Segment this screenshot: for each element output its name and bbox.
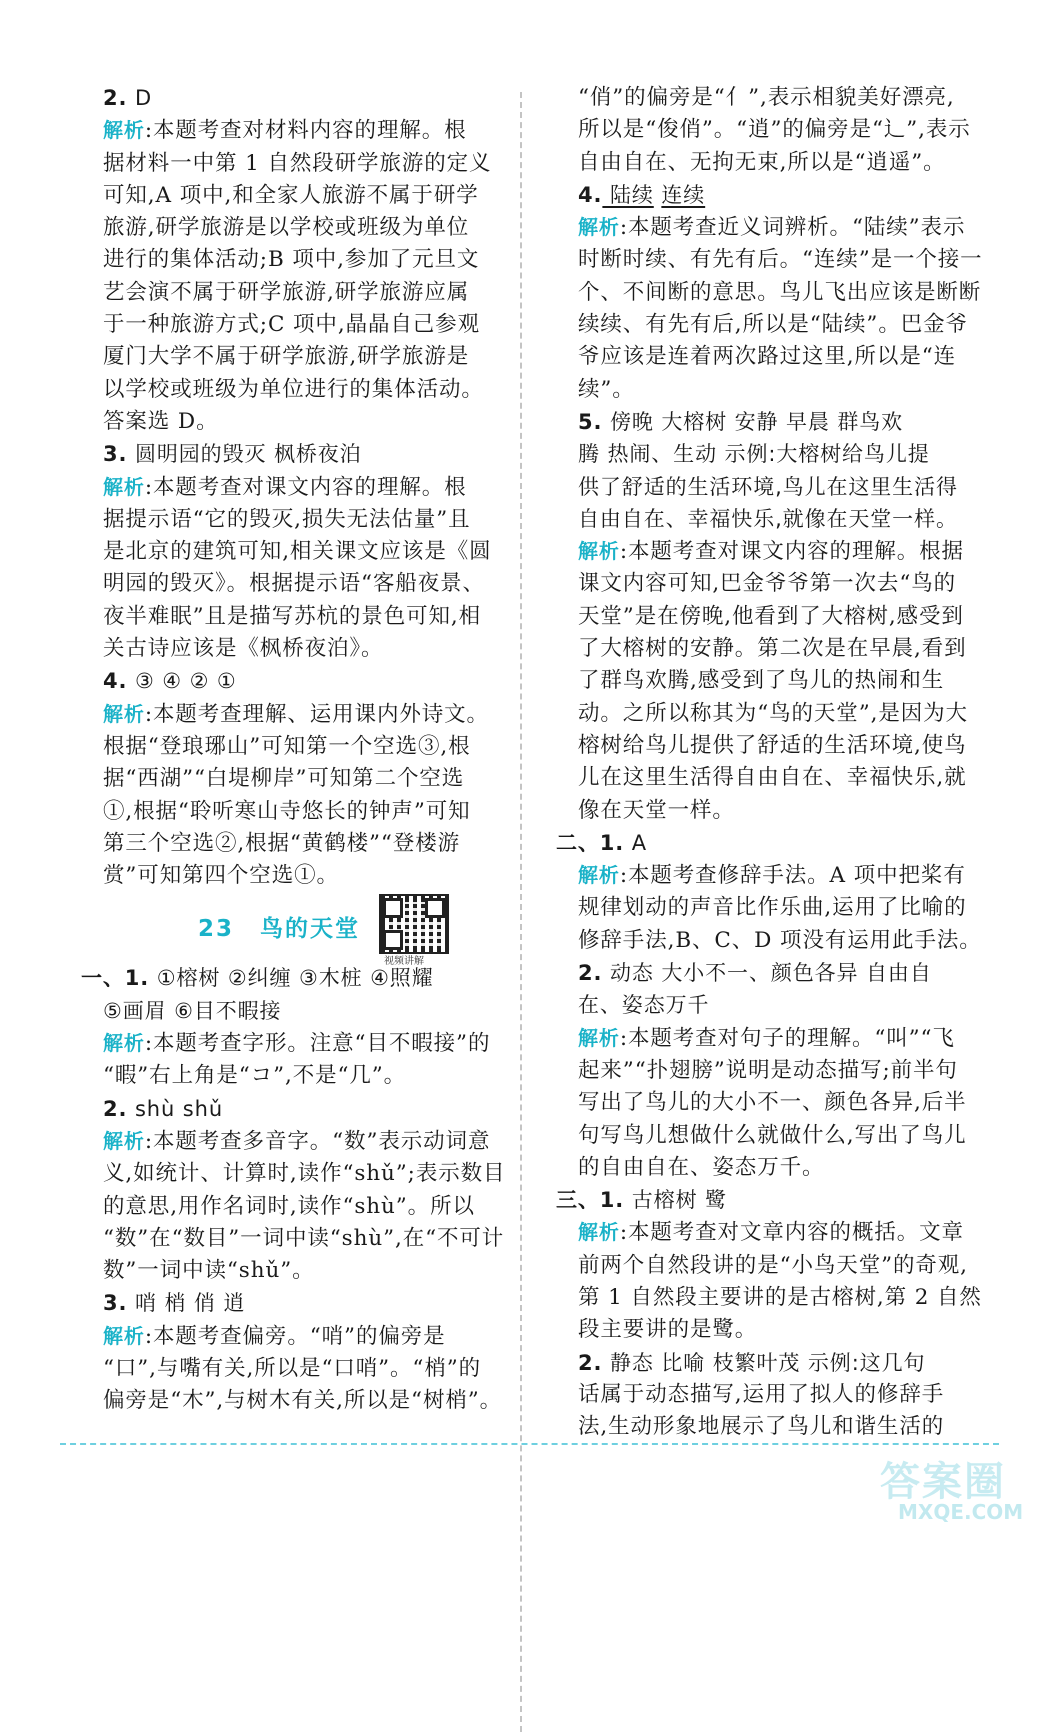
line-text: “数”在“数目”一词中读“shù”,在“不可计	[103, 1225, 505, 1251]
text-line	[578, 892, 980, 924]
line-text: 傍晚 大榕树 安静 早晨 群鸟欢	[602, 409, 904, 434]
line-text: 据“西湖”“白堤柳岸”可知第二个空选	[103, 766, 465, 792]
line-text: :本题考查对课文内容的理解。根	[144, 474, 467, 500]
line-text: 古榕树 鹭	[624, 1188, 727, 1213]
line-text: 爷应该是连着两次路过这里,所以是“连	[578, 344, 957, 370]
watermark-logo	[880, 1450, 1030, 1530]
line-text: 动态 大小不一、颜色各异 自由自	[602, 961, 932, 986]
line-text: :本题考查对课文内容的理解。根据	[619, 539, 964, 565]
line-text: 静态 比喻 枝繁叶茂 示例:这几句	[602, 1350, 926, 1375]
line-text: 儿在这里生活得自由自在、幸福快乐,就	[578, 765, 967, 791]
text-line	[578, 1152, 980, 1184]
line-text: :本题考查对材料内容的理解。根	[144, 118, 467, 144]
text-line	[578, 114, 980, 146]
answer-line	[103, 82, 503, 114]
qr-code-icon[interactable]	[379, 894, 449, 954]
line-text: 续续、有先有后,所以是“陆续”。巴金爷	[578, 312, 968, 338]
text-line	[578, 698, 980, 730]
line-text: 前两个自然段讲的是“小鸟天堂”的奇观,	[578, 1252, 968, 1278]
bottom-rule	[60, 1443, 999, 1445]
watermark-url: MXQE.COM	[898, 1500, 1024, 1524]
line-text: 了群鸟欢腾,感受到了鸟儿的热闹和生	[578, 668, 945, 694]
line-text: 所以是“俊俏”。“逍”的偏旁是“辶”,表示	[578, 117, 971, 143]
analysis-line	[103, 1027, 503, 1060]
text-line	[103, 828, 503, 860]
text-line	[578, 309, 980, 341]
text-line	[103, 763, 503, 795]
text-line	[103, 1353, 503, 1385]
answer-line	[103, 665, 503, 697]
line-text: 腾 热闹、生动 示例:大榕树给鸟儿提	[578, 442, 930, 467]
line-text: 据材料一中第 1 自然段研学旅游的定义	[103, 150, 492, 176]
analysis-line	[103, 114, 503, 147]
line-text: shù shǔ	[127, 1096, 224, 1121]
text-line	[103, 796, 503, 828]
text-line	[578, 341, 980, 373]
line-text: 天堂”是在傍晚,他看到了大榕树,感受到	[578, 603, 964, 629]
text-line	[578, 665, 980, 697]
line-text: :本题考查字形。注意“目不暇接”的	[144, 1031, 491, 1057]
line-text: 供了舒适的生活环境,鸟儿在这里生活得	[578, 474, 958, 499]
question-number: 2.	[103, 1096, 128, 1121]
answer-line	[103, 995, 503, 1027]
analysis-tag: 解析	[578, 863, 620, 888]
line-text: 动。之所以称其为“鸟的天堂”,是因为大	[578, 700, 968, 726]
left-lines-block	[103, 82, 503, 892]
line-text: 起来”“扑翅膀”说明是动态描写;前半句	[578, 1057, 958, 1083]
text-line	[103, 1255, 503, 1287]
question-number: 一、1.	[81, 966, 150, 991]
text-line	[103, 244, 503, 276]
line-text: 法,生动形象地展示了鸟儿和谐生活的	[578, 1414, 945, 1440]
question-number: 2.	[103, 86, 128, 110]
answer-line	[103, 1093, 503, 1125]
analysis-line	[103, 1320, 503, 1353]
analysis-tag: 解析	[103, 474, 145, 499]
line-text: 的意思,用作名词时,读作“shù”。所以	[103, 1193, 475, 1219]
analysis-tag: 解析	[103, 1128, 145, 1153]
line-text: 义,如统计、计算时,读作“shǔ”;表示数目	[103, 1161, 506, 1187]
answer-line	[578, 438, 980, 470]
line-text: 数”一词中读“shǔ”。	[103, 1258, 315, 1284]
line-text: 在、姿态万千	[578, 993, 710, 1018]
line-text: 答案选 D。	[103, 408, 219, 434]
line-text: 以学校或班级为单位进行的集体活动。	[103, 376, 484, 402]
line-text: :本题考查多音字。“数”表示动词意	[144, 1128, 491, 1154]
analysis-line	[103, 698, 503, 731]
line-text: 话属于动态描写,运用了拟人的修辞手	[578, 1381, 945, 1407]
text-line	[103, 374, 503, 406]
line-text: 夜半难眠”且是描写苏杭的景色可知,相	[103, 603, 482, 629]
line-text: 于一种旅游方式;C 项中,晶晶自己参观	[103, 312, 480, 338]
text-line	[578, 374, 980, 406]
line-text: 自由自在、幸福快乐,就像在天堂一样。	[578, 506, 958, 531]
text-line	[578, 1314, 980, 1346]
text-line	[578, 762, 980, 794]
column-divider	[520, 92, 522, 1732]
line-text: ⑤画眉 ⑥目不暇接	[103, 998, 282, 1023]
text-line	[578, 1411, 980, 1443]
text-line	[578, 147, 980, 179]
line-text: 课文内容可知,巴金爷爷第一次去“鸟的	[578, 571, 957, 597]
text-line	[578, 795, 980, 827]
text-line	[578, 730, 980, 762]
analysis-line	[103, 1125, 503, 1158]
line-text: D	[127, 86, 153, 110]
answer-line	[578, 471, 980, 503]
text-line	[103, 568, 503, 600]
answer-line	[578, 1347, 980, 1379]
answer-line	[578, 406, 980, 438]
text-line	[578, 633, 980, 665]
answer-line	[556, 827, 980, 859]
text-line	[578, 1087, 980, 1119]
lesson-header	[103, 892, 503, 968]
line-text: 是北京的建筑可知,相关课文应该是《圆	[103, 539, 492, 565]
analysis-tag: 解析	[578, 215, 620, 240]
left-column	[81, 82, 506, 1418]
text-line	[103, 406, 503, 438]
text-line	[578, 1282, 980, 1314]
question-number: 2.	[578, 961, 603, 986]
question-number: 二、1.	[556, 830, 625, 855]
right-lines-block	[556, 82, 983, 1443]
text-line	[103, 1223, 503, 1255]
answer-line	[103, 438, 503, 470]
text-line	[103, 633, 503, 665]
line-text: 艺会演不属于研学旅游,研学旅游应属	[103, 279, 470, 305]
text-line	[103, 601, 503, 633]
line-text: 修辞手法,B、C、D 项没有运用此手法。	[578, 927, 982, 953]
line-text: 进行的集体活动;B 项中,参加了元旦文	[103, 247, 480, 273]
text-line	[578, 1379, 980, 1411]
text-line	[103, 1158, 506, 1190]
lesson-name: 鸟的天堂	[260, 916, 361, 943]
text-line	[578, 601, 980, 633]
line-text: 自由自在、无拘无束,所以是“逍遥”。	[578, 149, 946, 175]
line-text: 榕树给鸟儿提供了舒适的生活环境,使鸟	[578, 732, 967, 758]
line-text: 了大榕树的安静。第二次是在早晨,看到	[578, 636, 967, 662]
answer-line	[103, 1287, 503, 1319]
text-line	[578, 244, 983, 276]
analysis-tag: 解析	[103, 118, 145, 143]
line-text: ①,根据“聆听寒山寺悠长的钟声”可知	[103, 798, 471, 824]
answer-word: 陆续	[602, 182, 654, 207]
question-number: 3.	[103, 442, 128, 467]
analysis-line	[578, 1216, 980, 1249]
answer-line	[578, 503, 980, 535]
answer-line	[578, 989, 980, 1021]
text-line	[103, 212, 503, 244]
text-line	[578, 925, 980, 957]
line-text: ①榕树 ②纠缠 ③木桩 ④照耀	[149, 966, 434, 991]
text-line	[578, 568, 980, 600]
text-line	[103, 731, 503, 763]
line-text: 第三个空选②,根据“黄鹤楼”“登楼游	[103, 830, 461, 856]
line-text: 旅游,研学旅游是以学校或班级为单位	[103, 215, 470, 241]
question-number: 4.	[103, 669, 128, 694]
line-text: 规律划动的声音比作乐曲,运用了比喻的	[578, 895, 967, 921]
left-lines-block-2	[81, 962, 506, 1417]
line-text: 写出了鸟儿的大小不一、颜色各异,后半	[578, 1090, 967, 1116]
line-text: 明园的毁灭》。根据提示语“客船夜景、	[103, 571, 485, 597]
line-text: 个、不间断的意思。鸟儿飞出应该是断断	[578, 279, 982, 305]
right-column	[556, 82, 983, 1443]
lesson-number: 23	[198, 916, 235, 943]
line-text: 像在天堂一样。	[578, 797, 735, 823]
line-text: :本题考查对句子的理解。“叫”“飞	[619, 1025, 955, 1051]
line-text: “暇”右上角是“コ”,不是“几”。	[103, 1063, 407, 1089]
answer-line	[556, 1184, 980, 1216]
analysis-line	[578, 211, 980, 244]
line-text: :本题考查近义词辨析。“陆续”表示	[619, 215, 966, 241]
analysis-tag: 解析	[578, 1220, 620, 1245]
analysis-line	[578, 859, 980, 892]
analysis-tag: 解析	[103, 701, 145, 726]
line-text: ③ ④ ② ①	[127, 669, 237, 694]
line-text: :本题考查修辞手法。A 项中把桨有	[619, 863, 966, 889]
line-text: 时断时续、有先有后。“连续”是一个接一	[578, 247, 983, 273]
text-line	[103, 504, 503, 536]
line-text: 据提示语“它的毁灭,损失无法估量”且	[103, 506, 471, 532]
text-line	[103, 1385, 503, 1417]
line-text: 第 1 自然段主要讲的是古榕树,第 2 自然	[578, 1284, 982, 1310]
text-line	[103, 860, 503, 892]
analysis-tag: 解析	[103, 1031, 145, 1056]
line-text: 赏”可知第四个空选①。	[103, 863, 339, 889]
answer-line	[578, 179, 980, 211]
text-line	[103, 1191, 503, 1223]
question-number: 2.	[578, 1350, 603, 1375]
text-line	[103, 1060, 503, 1092]
analysis-line	[578, 535, 980, 568]
line-text: :本题考查理解、运用课内外诗文。	[144, 701, 489, 727]
text-line	[578, 1055, 980, 1087]
line-text: 可知,A 项中,和全家人旅游不属于研学	[103, 182, 479, 208]
line-text: 圆明园的毁灭 枫桥夜泊	[127, 442, 362, 467]
line-text: 根据“登琅琊山”可知第一个空选③,根	[103, 733, 471, 759]
qr-caption: 视频讲解	[384, 956, 424, 968]
analysis-tag: 解析	[578, 1025, 620, 1050]
question-number: 3.	[103, 1291, 128, 1316]
answer-line	[81, 962, 503, 994]
question-number: 5.	[578, 409, 603, 434]
text-line	[578, 82, 980, 114]
line-text: 段主要讲的是鹭。	[578, 1317, 758, 1343]
analysis-line	[578, 1022, 980, 1055]
analysis-line	[103, 471, 503, 504]
line-text: “俏”的偏旁是“亻”,表示相貌美好漂亮,	[578, 85, 955, 110]
line-text: “口”,与嘴有关,所以是“口哨”。“梢”的	[103, 1355, 482, 1381]
question-number: 三、1.	[556, 1188, 625, 1213]
line-text: A	[624, 830, 648, 855]
text-line	[578, 1120, 980, 1152]
line-text: :本题考查偏旁。“哨”的偏旁是	[144, 1323, 446, 1349]
line-text: :本题考查对文章内容的概括。文章	[619, 1220, 964, 1246]
line-text: 句写鸟儿想做什么就做什么,写出了鸟儿	[578, 1122, 967, 1148]
analysis-tag: 解析	[103, 1323, 145, 1348]
text-line	[578, 277, 980, 309]
line-text: 续”。	[578, 376, 635, 402]
line-text: 厦门大学不属于研学旅游,研学旅游是	[103, 344, 470, 370]
line-text: 的自由自在、姿态万千。	[578, 1154, 825, 1180]
line-text: 偏旁是“木”,与树木有关,所以是“树梢”。	[103, 1388, 503, 1414]
answer-line	[578, 957, 980, 989]
line-text: 哨 梢 俏 逍	[127, 1291, 246, 1316]
lesson-title	[198, 910, 360, 943]
answer-word: 连续	[661, 182, 706, 207]
question-number: 4.	[578, 182, 603, 207]
line-text: 关古诗应该是《枫桥夜泊》。	[103, 636, 384, 662]
watermark-title: 答案圈	[880, 1459, 1006, 1505]
analysis-tag: 解析	[578, 539, 620, 564]
text-line	[103, 309, 503, 341]
text-line	[103, 148, 503, 180]
text-line	[103, 341, 503, 373]
text-line	[578, 1250, 980, 1282]
text-line	[103, 536, 503, 568]
text-line	[103, 277, 503, 309]
text-line	[103, 180, 503, 212]
